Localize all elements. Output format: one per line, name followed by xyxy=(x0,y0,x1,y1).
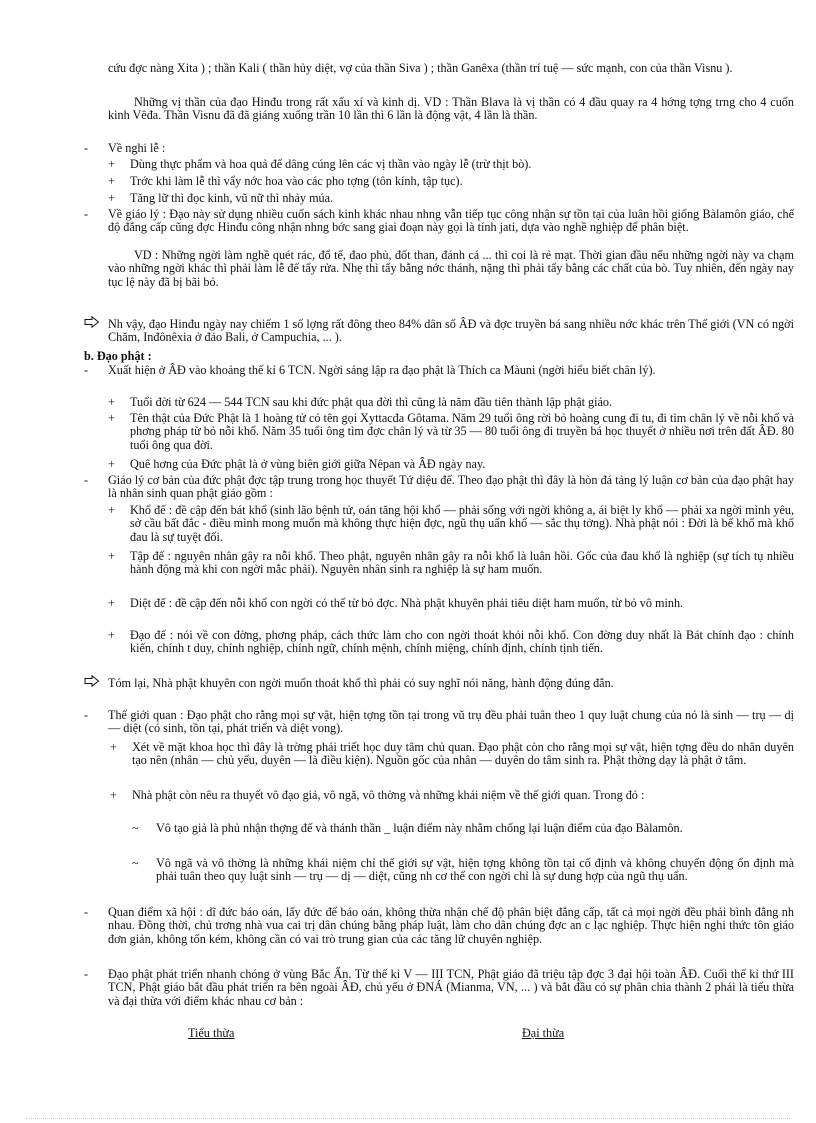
column-heading-tieu-thua: Tiểu thừa xyxy=(188,1026,235,1040)
doctrine-item-kho-de: Khổ đế : đề cập đến bát khổ (sinh lão bệnh tử, oán tăng hội khổ — phải sống với ngời không a, ái biệt ly khổ — phải xa ngời mình yêu, sở cầu bất đắc - điều mình mong muốn mà không thực hiện đợc, ngũ thụ uẩn khổ — sắc thụ tởng). Nhà phật nói : Đời là bể khổ mà khổ đau là sự tuyệt đối. xyxy=(130,503,794,544)
paragraph-conclusion-buddha: Tóm lại, Nhà phật khuyên con ngời muốn thoát khổ thì phải có suy nghĩ nói năng, hành động đúng đắn. xyxy=(108,676,614,690)
ritual-item: Trớc khi làm lễ thì vẩy nớc hoa vào các pho tợng (tôn kính, tập tục). xyxy=(130,174,463,188)
paragraph-top-fragment: cứu đợc nàng Xita ) ; thần Kali ( thần hủy diệt, vợ của thần Siva ) ; thần Ganêxa (thần trí tuệ — sức mạnh, con của thần Visnu ). xyxy=(108,61,733,75)
tilde-item: Vô ngã và vô thờng là những khái niệm chỉ thế giới sự vật, hiện tợng không tồn tại cố định và không chuyển động ổn định mà phải tuân theo quy luật sinh — trụ — dị — diệt, cũng nh cơ thể con ngời chỉ là sự dung hợp của ngũ thụ uẩn. xyxy=(156,856,794,884)
dash-marker: - xyxy=(84,967,89,981)
ritual-item: Dùng thực phẩm và hoa quả để dâng cúng lên các vị thần vào ngày lễ (trừ thịt bò). xyxy=(130,157,532,171)
ritual-item: Tăng lữ thì đọc kinh, vũ nữ thì nhảy múa. xyxy=(130,191,334,205)
doctrine-item-diet-de: Diệt đế : đề cập đến nỗi khổ con ngời có thể từ bỏ đợc. Nhà phật khuyên phải tiêu diệt ham muốn, từ bỏ vô minh. xyxy=(130,596,684,610)
dash-marker: - xyxy=(84,473,89,487)
plus-marker: + xyxy=(108,395,115,409)
paragraph-origin: Xuất hiện ở ÂĐ vào khoảng thế kỉ 6 TCN. Ngời sáng lập ra đạo phật là Thích ca Màuni (ngời hiểu biết chân lý). xyxy=(108,363,656,377)
plus-marker: + xyxy=(110,740,117,754)
dash-marker: - xyxy=(84,708,89,722)
arrow-right-icon xyxy=(84,316,100,328)
paragraph-social-view: Quan điểm xã hội : dĩ đức báo oán, lấy đức để báo oán, không thừa nhận chế độ phân biệt đẳng cấp, tất cả mọi ngời đều phải bình đẳng nh nhau. Đồng thời, chủ trơng nhà vua cai trị dân chúng bằng pháp luật, làm cho dân chúng đợc an c lạc nghiệp. Thực hiện nghi thức tôn giáo đơn giản, không tốn kém, không cần có vai trò trung gian của các tăng lữ chuyên nghiệp. xyxy=(108,905,794,946)
column-heading-dai-thua: Đại thừa xyxy=(522,1026,565,1040)
paragraph-vd-example: VD : Những ngời làm nghề quét rác, đổ tế, đao phủ, đốt than, đánh cá ... thì coi là rẻ mạt. Thời gian đầu nếu những ngời này va chạm vào những ngời khác thì phải làm lễ để tẩy rửa. Nhẹ thì tẩy bằng nớc thánh, nặng thì phải tẩy bằng các chất của bò. Tuy nhiên, đến ngày nay tục lệ này đã bị bãi bỏ. xyxy=(108,248,794,289)
plus-marker: + xyxy=(108,628,115,642)
paragraph-doctrine: Giáo lý cơ bản của đức phật đợc tập trung trong học thuyết Tứ diệu đế. Theo đạo phật thì đây là hòn đá tảng lý luận cơ bản của đạo phật hay là nhân sinh quan phật giáo gồm : xyxy=(108,473,794,501)
paragraph-giao-ly: Về giáo lý : Đạo này sử dụng nhiều cuốn sách kinh khác nhau nhng vẫn tiếp tục công nhận sự tồn tại của luân hồi giống Bàlamôn giáo, chế độ đẳng cấp cũng đợc Hinđu công nhận nhng bớc sang giai đoạn này gọi là tính jati, dựa vào nghề nghiệp để phân biệt. xyxy=(108,207,794,235)
dash-marker: - xyxy=(84,363,89,377)
dash-marker: - xyxy=(84,905,89,919)
origin-item: Quê hơng của Đức phật là ở vùng biên giới giữa Nêpan và ÂĐ ngày nay. xyxy=(130,457,486,471)
paragraph-worldview: Thế giới quan : Đạo phật cho rằng mọi sự vật, hiện tợng tồn tại trong vũ trụ đều phải tuân theo 1 quy luật chung của nó là sinh — trụ — dị — diệt (có sinh, tồn tại, phát triển và diệt vong). xyxy=(108,708,794,736)
plus-marker: + xyxy=(108,549,115,563)
paragraph-gods: Những vị thần của đạo Hinđu trong rất xấu xí và kinh dị. VD : Thần Blava là vị thần có 4 đầu quay ra 4 hớng tợng trng cho 4 cuốn kinh Vêđa. Thần Visnu đã đã giáng xuống trần 10 lần thì 6 lần là động vật, 4 lần là thần. xyxy=(108,95,794,123)
arrow-right-icon xyxy=(84,675,100,687)
plus-marker: + xyxy=(110,788,117,802)
page-bottom-edge xyxy=(26,1118,790,1119)
origin-item: Tên thật của Đức Phật là 1 hoàng tử có tên gọi Xyttacđa Gôtama. Năm 29 tuổi ông rời bỏ hoàng cung đi tu, đi tìm chân lý về nỗi khổ và phơng pháp từ bỏ nỗi khổ. Năm 35 tuổi ông tìm đợc chân lý và từ 35 — 80 tuổi ông đi truyền bá học thuyết ở nhiều nơi trên đất ÂĐ. 80 tuổi ông qua đời. xyxy=(130,411,794,452)
paragraph-conclusion-hindu: Nh vậy, đạo Hinđu ngày nay chiếm 1 số lợng rất đông theo 84% dân số ÂĐ và đợc truyền bá sang nhiều nớc khác trên Thế giới (VN có ngời Chăm, Inđônêxia ở đảo Bali, ở Campuchia, ... ). xyxy=(108,317,794,345)
plus-marker: + xyxy=(108,157,115,171)
doctrine-item-tap-de: Tập đế : nguyên nhân gây ra nỗi khổ. Theo phật, nguyên nhân gây ra nỗi khổ là luân hồi. Gốc của đau khổ là nghiệp (sự tích tụ nhiều hành động mà khi con ngời mắc phải). Nguyên nhân sinh ra nghiệp là sự ham muốn. xyxy=(130,549,794,577)
tilde-marker: ~ xyxy=(132,856,139,870)
paragraph-spread: Đạo phật phát triển nhanh chóng ở vùng Bắc Ấn. Từ thế kỉ V — III TCN, Phật giáo đã triệu tập đợc 3 đại hội toàn ÂĐ. Cuối thế kỉ thứ III TCN, Phật giáo bắt đầu phát triển ra bên ngoài ÂĐ, chủ yếu ở ĐNÁ (Mianma, VN, ... ) và bắt đầu có sự phân chia thành 2 phái là tiểu thừa và đại thừa với điểm khác nhau cơ bản : xyxy=(108,967,794,1008)
plus-marker: + xyxy=(108,457,115,471)
worldview-item: Nhà phật còn nêu ra thuyết vô đạo giả, vô ngã, vô thờng và những khái niệm về thế giới quan. Trong đó : xyxy=(132,788,645,802)
plus-marker: + xyxy=(108,174,115,188)
plus-marker: + xyxy=(108,503,115,517)
ritual-heading: Về nghi lễ : xyxy=(108,141,166,155)
tilde-marker: ~ xyxy=(132,821,139,835)
section-heading-buddhism: b. Đạo phật : xyxy=(84,349,152,363)
tilde-item: Vô tạo giả là phủ nhận thợng đế và thánh thần _ luận điểm này nhằm chống lại luận điểm của đạo Bàlamôn. xyxy=(156,821,683,835)
plus-marker: + xyxy=(108,191,115,205)
dash-marker: - xyxy=(84,141,89,155)
plus-marker: + xyxy=(108,411,115,425)
dash-marker: - xyxy=(84,207,89,221)
plus-marker: + xyxy=(108,596,115,610)
doctrine-item-dao-de: Đạo đế : nói về con đờng, phơng pháp, cách thức làm cho con ngời thoát khỏi nỗi khổ. Con đờng duy nhất là Bát chính đạo : chính kiến, chính t duy, chính nghiệp, chính ngữ, chính mệnh, chính miệng, chính định, chính tịnh tiến. xyxy=(130,628,794,656)
origin-item: Tuổi đời từ 624 — 544 TCN sau khi đức phật qua đời thì cũng là năm đầu tiên thành lập phật giáo. xyxy=(130,395,613,409)
worldview-item: Xét về mặt khoa học thì đây là trờng phái triết học duy tâm chủ quan. Đạo phật còn cho rằng mọi sự vật, hiện tợng đều do nhân duyên tạo nên (nhân — chủ yếu, duyên — là điều kiện). Nguồn gốc của nhân — duyên do tâm sinh ra. Phật thờng dạy là phật ở tâm. xyxy=(132,740,794,768)
